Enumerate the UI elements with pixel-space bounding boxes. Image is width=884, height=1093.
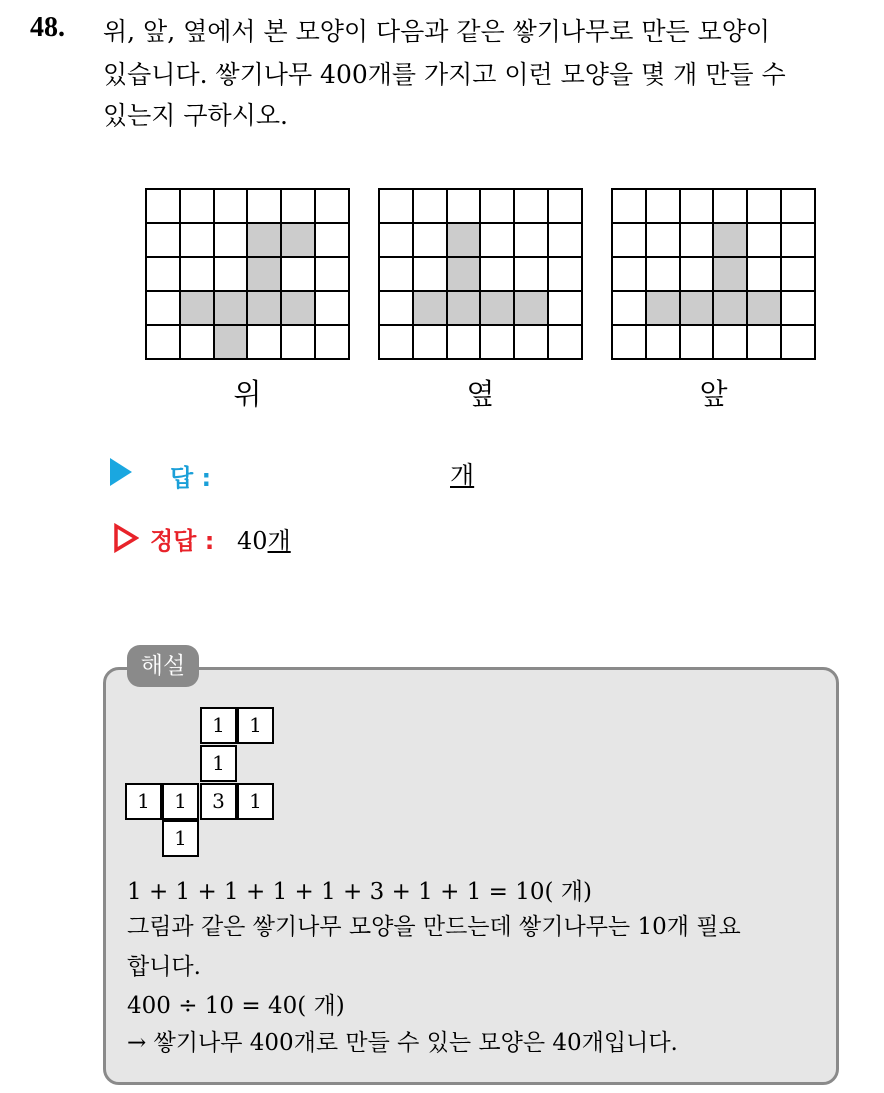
empty-cell (315, 325, 349, 359)
explanation-line-1: 1 + 1 + 1 + 1 + 1 + 3 + 1 + 1 = 10( 개) (127, 879, 592, 905)
empty-cell (480, 325, 514, 359)
shaded-cell (180, 291, 214, 325)
top-view-grid (145, 188, 350, 360)
empty-cell (379, 189, 413, 223)
shaded-cell (281, 291, 315, 325)
answer-label: 답 : (170, 464, 212, 492)
empty-cell (747, 223, 781, 257)
empty-cell (480, 189, 514, 223)
empty-cell (781, 291, 815, 325)
empty-cell (379, 325, 413, 359)
empty-cell (680, 223, 714, 257)
empty-cell (548, 223, 582, 257)
empty-cell (612, 257, 646, 291)
empty-cell (548, 189, 582, 223)
empty-cell (680, 325, 714, 359)
answer-unit: 개 (450, 461, 475, 490)
question-line-1: 위, 앞, 옆에서 본 모양이 다음과 같은 쌓기나무로 만든 모양이 (103, 17, 771, 46)
empty-cell (713, 325, 747, 359)
empty-cell (281, 257, 315, 291)
answer-arrow-icon (110, 458, 132, 486)
empty-cell (413, 223, 447, 257)
empty-cell (612, 291, 646, 325)
shaded-cell (413, 291, 447, 325)
shaded-cell (447, 291, 481, 325)
empty-cell (781, 257, 815, 291)
empty-cell (514, 189, 548, 223)
empty-cell (548, 325, 582, 359)
explanation-line-5: → 쌓기나무 400개로 만들 수 있는 모양은 40개입니다. (127, 1030, 678, 1056)
empty-cell (646, 223, 680, 257)
empty-cell (612, 189, 646, 223)
explanation-line-2: 그림과 같은 쌓기나무 모양을 만드는데 쌓기나무는 10개 필요 (127, 914, 741, 940)
empty-cell (214, 189, 248, 223)
count-cell: 1 (200, 707, 237, 744)
empty-cell (247, 325, 281, 359)
empty-cell (514, 325, 548, 359)
side-view-label: 옆 (466, 377, 495, 411)
empty-cell (747, 189, 781, 223)
shaded-cell (281, 223, 315, 257)
empty-cell (413, 189, 447, 223)
count-cell: 1 (162, 783, 199, 820)
empty-cell (281, 325, 315, 359)
top-view-label: 위 (233, 377, 262, 411)
shaded-cell (646, 291, 680, 325)
shaded-cell (214, 325, 248, 359)
empty-cell (315, 223, 349, 257)
shaded-cell (447, 223, 481, 257)
empty-cell (713, 189, 747, 223)
correct-answer-unit: 개 (267, 527, 291, 555)
front-view-label: 앞 (699, 377, 728, 411)
empty-cell (612, 325, 646, 359)
empty-cell (379, 223, 413, 257)
shaded-cell (447, 257, 481, 291)
empty-cell (548, 291, 582, 325)
explanation-line-4: 400 ÷ 10 = 40( 개) (127, 993, 345, 1019)
empty-cell (214, 257, 248, 291)
shaded-cell (680, 291, 714, 325)
empty-cell (646, 189, 680, 223)
shaded-cell (747, 291, 781, 325)
side-view-grid (378, 188, 583, 360)
empty-cell (548, 257, 582, 291)
empty-cell (180, 257, 214, 291)
shaded-cell (713, 223, 747, 257)
empty-cell (747, 257, 781, 291)
count-cell: 1 (237, 707, 274, 744)
empty-cell (480, 257, 514, 291)
count-cell: 1 (162, 820, 199, 857)
question-line-2: 있습니다. 쌓기나무 400개를 가지고 이런 모양을 몇 개 만들 수 (103, 60, 786, 89)
explanation-tab: 해설 (127, 645, 199, 687)
count-cell: 1 (200, 745, 237, 782)
empty-cell (315, 189, 349, 223)
correct-answer-arrow-icon (113, 523, 139, 553)
empty-cell (646, 257, 680, 291)
empty-cell (612, 223, 646, 257)
shaded-cell (514, 291, 548, 325)
empty-cell (247, 189, 281, 223)
empty-cell (447, 189, 481, 223)
empty-cell (680, 257, 714, 291)
correct-answer-value: 40개 (237, 527, 291, 555)
empty-cell (781, 223, 815, 257)
empty-cell (146, 257, 180, 291)
empty-cell (379, 257, 413, 291)
empty-cell (315, 291, 349, 325)
empty-cell (680, 189, 714, 223)
empty-cell (214, 223, 248, 257)
empty-cell (781, 325, 815, 359)
empty-cell (146, 189, 180, 223)
empty-cell (146, 291, 180, 325)
empty-cell (146, 325, 180, 359)
shaded-cell (480, 291, 514, 325)
shaded-cell (247, 291, 281, 325)
empty-cell (413, 325, 447, 359)
empty-cell (180, 223, 214, 257)
empty-cell (447, 325, 481, 359)
front-view-grid (611, 188, 816, 360)
empty-cell (146, 223, 180, 257)
empty-cell (379, 291, 413, 325)
shaded-cell (247, 223, 281, 257)
count-cell: 1 (125, 783, 162, 820)
empty-cell (781, 189, 815, 223)
empty-cell (514, 223, 548, 257)
empty-cell (281, 189, 315, 223)
shaded-cell (713, 257, 747, 291)
shaded-cell (247, 257, 281, 291)
question-line-3: 있는지 구하시오. (103, 101, 288, 130)
empty-cell (180, 325, 214, 359)
empty-cell (514, 257, 548, 291)
empty-cell (747, 325, 781, 359)
empty-cell (315, 257, 349, 291)
empty-cell (480, 223, 514, 257)
shaded-cell (713, 291, 747, 325)
empty-cell (646, 325, 680, 359)
explanation-line-3: 합니다. (127, 954, 201, 980)
empty-cell (180, 189, 214, 223)
correct-answer-label: 정답 : (150, 527, 215, 555)
count-cell: 3 (200, 783, 237, 820)
question-number: 48. (30, 12, 65, 43)
shaded-cell (214, 291, 248, 325)
empty-cell (413, 257, 447, 291)
count-cell: 1 (237, 783, 274, 820)
